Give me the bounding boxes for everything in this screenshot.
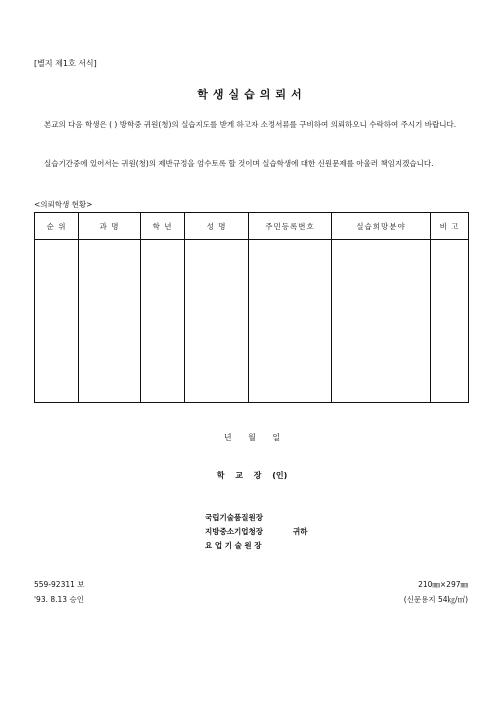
header-rank: 순 위: [35, 213, 79, 240]
date-line: 년 월 일: [223, 433, 281, 442]
responsibility-paragraph: 실습기간중에 있어서는 귀원(청)의 제반규정을 엄수토록 할 것이며 실습학생에 대한 신원문제를 아울러 책임지겠습니다.: [44, 159, 434, 168]
recipient-2: 지방중소기업청장: [205, 527, 263, 536]
cell-rank[interactable]: [35, 240, 79, 403]
principal-signature: 학 교 장 (인): [216, 471, 288, 480]
cell-department[interactable]: [79, 240, 141, 403]
cell-desired-field[interactable]: [332, 240, 431, 403]
cell-resident-number[interactable]: [249, 240, 332, 403]
table-row: [35, 240, 469, 403]
header-remarks: 비 고: [431, 213, 469, 240]
cell-grade[interactable]: [141, 240, 185, 403]
student-status-table: [34, 212, 469, 403]
cell-name[interactable]: [185, 240, 249, 403]
header-resident-number: 주민등록번호: [249, 213, 332, 240]
recipient-3: 요 업 기 술 원 장: [205, 541, 262, 550]
form-number: 559-92311 보: [34, 580, 85, 589]
header-name: 성 명: [185, 213, 249, 240]
request-paragraph: 본교의 다음 학생은 ( ) 방학중 귀원(청)의 실습지도를 받게 하고자 소정서류를 구비하여 의뢰하오니 수락하여 주시기 바랍니다.: [44, 120, 457, 129]
honorific: 귀하: [293, 527, 308, 536]
student-status-label: <의뢰학생 현황>: [34, 200, 93, 209]
header-grade: 학 년: [141, 213, 185, 240]
paper-size: 210㎜×297㎜: [418, 580, 468, 589]
form-label: [별지 제1호 서식]: [34, 59, 97, 68]
table-header-row: [35, 213, 469, 240]
header-department: 과 명: [79, 213, 141, 240]
approval-date: '93. 8.13 승인: [34, 595, 84, 604]
header-desired-field: 실습희망분야: [332, 213, 431, 240]
document-title: 학생실습의뢰서: [197, 88, 307, 101]
paper-spec: (신문용지 54㎏/㎡): [403, 595, 468, 604]
cell-remarks[interactable]: [431, 240, 469, 403]
recipient-1: 국립기술품질원장: [205, 513, 263, 522]
